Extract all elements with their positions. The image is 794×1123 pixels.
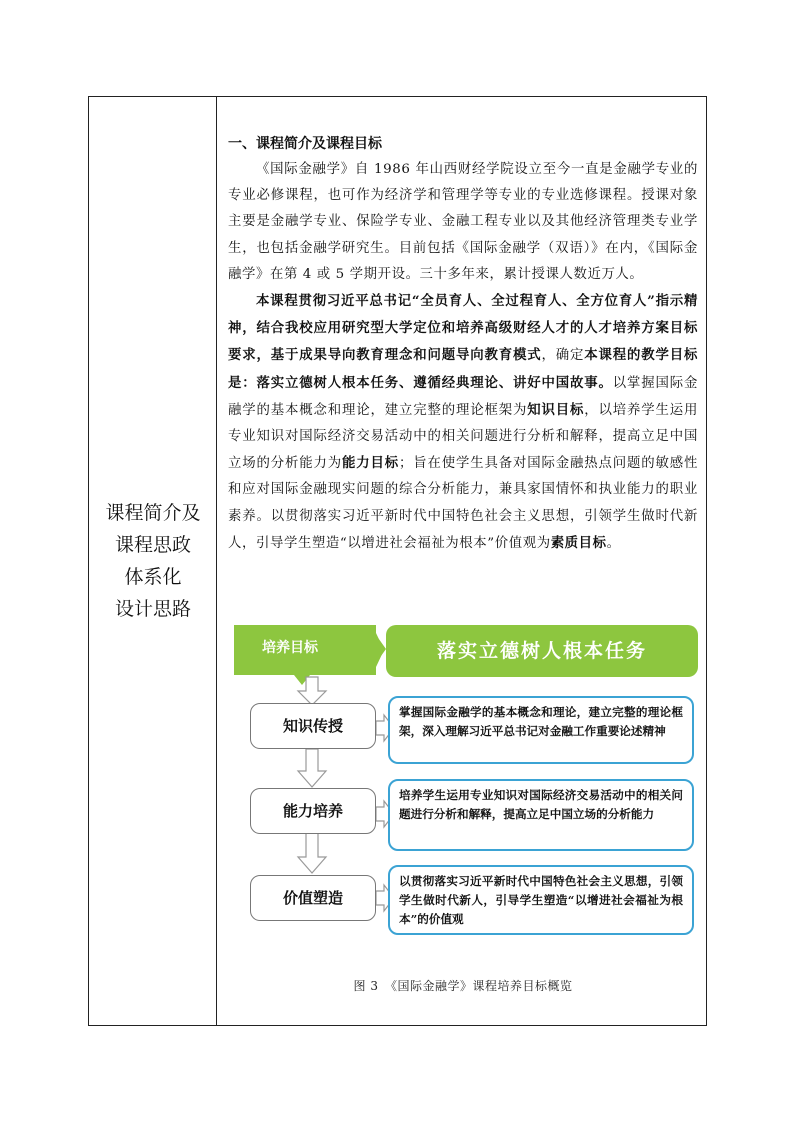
stage-value: 价值塑造	[250, 875, 376, 921]
left-header-label	[89, 497, 217, 625]
objectives-text-4: ；旨在使学生具备对国际金融热点问题的敏感性和应对国际金融现实问题的综合分析能力，兼具家国情怀和执业能力的职业素养。以贯彻落实习近平新时代中国特色社会主义思想，引领学生做时代新人，引导学生塑造“以增进社会福祉为根本”价值观为	[228, 456, 698, 551]
figure-caption: 图 3 《国际金融学》课程培养目标概览	[353, 979, 573, 993]
training-goal-tag-label: 培养目标	[262, 640, 318, 656]
left-header-cell	[89, 97, 217, 1025]
knowledge-goal-term: 知识目标	[527, 401, 585, 418]
section-heading: 一、课程简介及课程目标	[228, 136, 382, 152]
stage-ability: 能力培养	[250, 788, 376, 834]
quality-goal-term: 素质目标	[550, 534, 607, 551]
goal-ability: 培养学生运用专业知识对国际经济交易活动中的相关问题进行分析和解释，提高立足中国立场的分析能力	[388, 779, 694, 851]
content-body	[228, 131, 698, 557]
content-cell	[218, 97, 706, 1025]
ability-goal-term: 能力目标	[342, 455, 399, 472]
training-goal-tag	[234, 625, 382, 675]
training-goals-diagram	[234, 625, 702, 955]
objectives-text-3: ，以培养学生运用专业知识对国际经济交易活动中的相关问题进行分析和解释，提高立足中国立场的分析能力为	[228, 402, 698, 472]
objectives-text-2: 以掌握国际金融学的基本概念和理论，建立完整的理论框架为	[228, 375, 698, 418]
objectives-bold-1: 本课程贯彻习近平总书记“全员育人、全过程育人、全方位育人”指示精神，结合我校应用研究型大学定位和培养高级财经人才的人才培养方案目标要求，基于成果导向教育理念和问题导向教育模式	[228, 293, 698, 364]
goal-value: 以贯彻落实习近平新时代中国特色社会主义思想，引领学生做时代新人，引导学生塑造“以增进社会福祉为根本”的价值观	[388, 865, 694, 935]
mission-banner: 落实立德树人根本任务	[386, 625, 698, 677]
paragraph-intro: 《国际金融学》自 1986 年山西财经学院设立至今一直是金融学专业的专业必修课程，也可作为经济学和管理学等专业的专业选修课程。授课对象主要是金融学专业、保险学专业、金融工程专业以及其他经济管理类专业学生，也包括金融学研究生。目前包括《国际金融学（双语）》在内，《国际金融学》在第 4 或 5 学期开设。三十多年来，累计授课人数近万人。	[228, 162, 698, 282]
down-arrow-3	[298, 833, 326, 873]
left-label-line-3: 体系化	[124, 566, 182, 588]
objectives-bold-2: 本课程的教学目标是：落实立德树人根本任务、遵循经典理论、讲好中国故事。	[228, 347, 698, 391]
paragraph-objectives	[228, 288, 698, 557]
objectives-text-1: ，确定	[541, 348, 585, 364]
goal-knowledge: 掌握国际金融学的基本概念和理论，建立完整的理论框架，深入理解习近平总书记对金融工作重要论述精神	[388, 696, 694, 764]
left-label-line-2: 课程思政	[114, 534, 191, 556]
stage-knowledge: 知识传授	[250, 703, 376, 749]
objectives-text-5: 。	[606, 535, 621, 551]
down-arrow-2	[298, 749, 326, 787]
form-table	[88, 96, 707, 1026]
left-label-line-4: 设计思路	[114, 598, 191, 620]
left-label-line-1: 课程简介及	[105, 502, 201, 524]
